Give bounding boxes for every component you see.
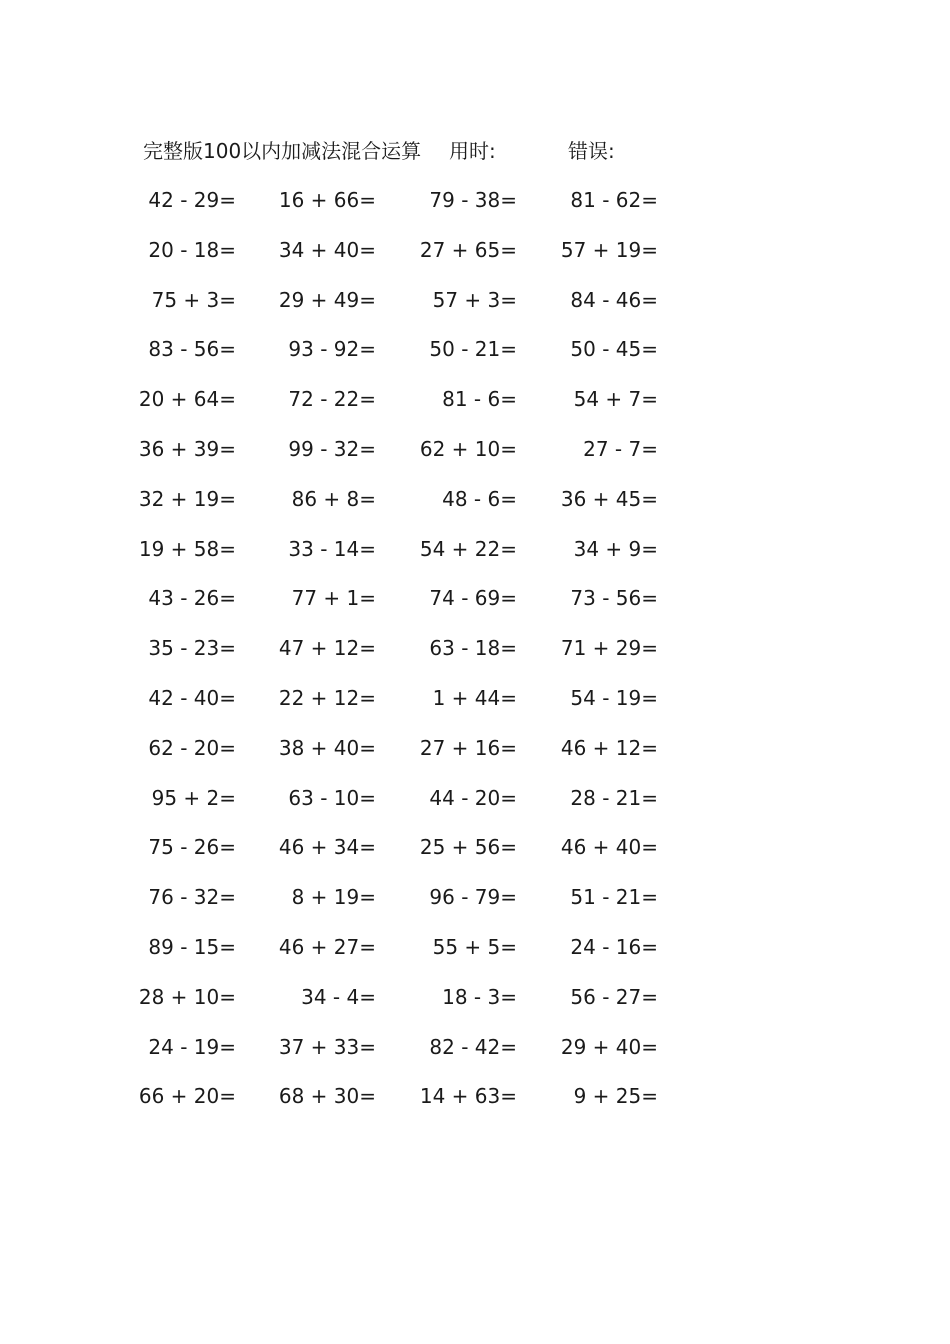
math-problem: 50 - 45= xyxy=(570,337,658,362)
math-problem: 19 + 58= xyxy=(138,536,236,561)
math-problem: 50 - 21= xyxy=(429,337,517,362)
math-problem: 93 - 92= xyxy=(288,337,376,362)
math-problem: 48 - 6= xyxy=(442,486,517,511)
problem-row xyxy=(0,782,950,832)
math-problem: 27 + 16= xyxy=(419,735,517,760)
problem-row xyxy=(0,383,950,433)
math-problem: 96 - 79= xyxy=(429,885,517,910)
problem-grid xyxy=(0,184,950,1130)
math-problem: 34 + 40= xyxy=(278,237,376,262)
math-problem: 76 - 32= xyxy=(148,885,236,910)
math-problem: 35 - 23= xyxy=(148,636,236,661)
math-problem: 20 - 18= xyxy=(148,237,236,262)
problem-row xyxy=(0,582,950,632)
math-problem: 27 + 65= xyxy=(419,237,517,262)
math-problem: 25 + 56= xyxy=(419,835,517,860)
math-problem: 81 - 62= xyxy=(570,188,658,212)
math-problem: 37 + 33= xyxy=(278,1034,376,1059)
math-problem: 54 + 22= xyxy=(419,536,517,561)
math-problem: 46 + 34= xyxy=(278,835,376,860)
math-problem: 14 + 63= xyxy=(419,1084,517,1109)
math-problem: 75 - 26= xyxy=(148,835,236,860)
math-problem: 66 + 20= xyxy=(138,1084,236,1109)
math-problem: 42 - 40= xyxy=(148,685,236,710)
math-problem: 56 - 27= xyxy=(570,984,658,1009)
math-problem: 99 - 32= xyxy=(288,436,376,461)
math-problem: 54 - 19= xyxy=(570,685,658,710)
math-problem: 9 + 25= xyxy=(573,1084,658,1109)
problem-row xyxy=(0,831,950,881)
math-problem: 38 + 40= xyxy=(278,735,376,760)
math-problem: 57 + 3= xyxy=(432,287,517,312)
math-problem: 18 - 3= xyxy=(442,984,517,1009)
math-problem: 46 + 27= xyxy=(278,934,376,959)
math-problem: 83 - 56= xyxy=(148,337,236,362)
math-problem: 86 + 8= xyxy=(291,486,376,511)
problem-row xyxy=(0,732,950,782)
math-problem: 77 + 1= xyxy=(291,586,376,611)
math-problem: 89 - 15= xyxy=(148,934,236,959)
math-problem: 75 + 3= xyxy=(151,287,236,312)
math-problem: 20 + 64= xyxy=(138,387,236,412)
math-problem: 28 - 21= xyxy=(570,785,658,810)
math-problem: 79 - 38= xyxy=(429,188,517,212)
math-problem: 24 - 19= xyxy=(148,1034,236,1059)
problem-row xyxy=(0,333,950,383)
math-problem: 44 - 20= xyxy=(429,785,517,810)
math-problem: 24 - 16= xyxy=(570,934,658,959)
math-problem: 47 + 12= xyxy=(278,636,376,661)
math-problem: 72 - 22= xyxy=(288,387,376,412)
errors-label: 错误: xyxy=(568,139,615,163)
math-problem: 29 + 49= xyxy=(278,287,376,312)
math-problem: 54 + 7= xyxy=(573,387,658,412)
problem-row xyxy=(0,483,950,533)
math-problem: 73 - 56= xyxy=(570,586,658,611)
math-problem: 36 + 39= xyxy=(138,436,236,461)
math-problem: 16 + 66= xyxy=(278,188,376,212)
math-problem: 34 - 4= xyxy=(301,984,376,1009)
math-problem: 22 + 12= xyxy=(278,685,376,710)
math-problem: 8 + 19= xyxy=(291,885,376,910)
math-problem: 46 + 12= xyxy=(560,735,658,760)
problem-row xyxy=(0,433,950,483)
math-problem: 95 + 2= xyxy=(151,785,236,810)
problem-row xyxy=(0,981,950,1031)
math-problem: 43 - 26= xyxy=(148,586,236,611)
problem-row xyxy=(0,234,950,284)
math-problem: 84 - 46= xyxy=(570,287,658,312)
problem-row xyxy=(0,184,950,234)
math-problem: 32 + 19= xyxy=(138,486,236,511)
math-problem: 82 - 42= xyxy=(429,1034,517,1059)
math-problem: 42 - 29= xyxy=(148,188,236,212)
math-problem: 28 + 10= xyxy=(138,984,236,1009)
math-problem: 63 - 18= xyxy=(429,636,517,661)
math-problem: 63 - 10= xyxy=(288,785,376,810)
problem-row xyxy=(0,533,950,583)
problem-row xyxy=(0,931,950,981)
math-problem: 51 - 21= xyxy=(570,885,658,910)
math-problem: 33 - 14= xyxy=(288,536,376,561)
problem-row xyxy=(0,632,950,682)
problem-row xyxy=(0,1031,950,1081)
math-problem: 74 - 69= xyxy=(429,586,517,611)
math-problem: 36 + 45= xyxy=(560,486,658,511)
math-problem: 81 - 6= xyxy=(442,387,517,412)
math-problem: 46 + 40= xyxy=(560,835,658,860)
math-problem: 55 + 5= xyxy=(432,934,517,959)
problem-row xyxy=(0,284,950,334)
math-problem: 62 + 10= xyxy=(419,436,517,461)
math-problem: 68 + 30= xyxy=(278,1084,376,1109)
math-problem: 71 + 29= xyxy=(560,636,658,661)
problem-row xyxy=(0,881,950,931)
math-problem: 1 + 44= xyxy=(432,685,517,710)
math-problem: 34 + 9= xyxy=(573,536,658,561)
problem-row xyxy=(0,1080,950,1130)
math-problem: 62 - 20= xyxy=(148,735,236,760)
worksheet-title: 完整版100以内加减法混合运算 xyxy=(143,139,422,163)
problem-row xyxy=(0,682,950,732)
math-problem: 29 + 40= xyxy=(560,1034,658,1059)
math-problem: 27 - 7= xyxy=(583,436,658,461)
math-problem: 57 + 19= xyxy=(560,237,658,262)
time-used-label: 用时: xyxy=(449,139,496,163)
